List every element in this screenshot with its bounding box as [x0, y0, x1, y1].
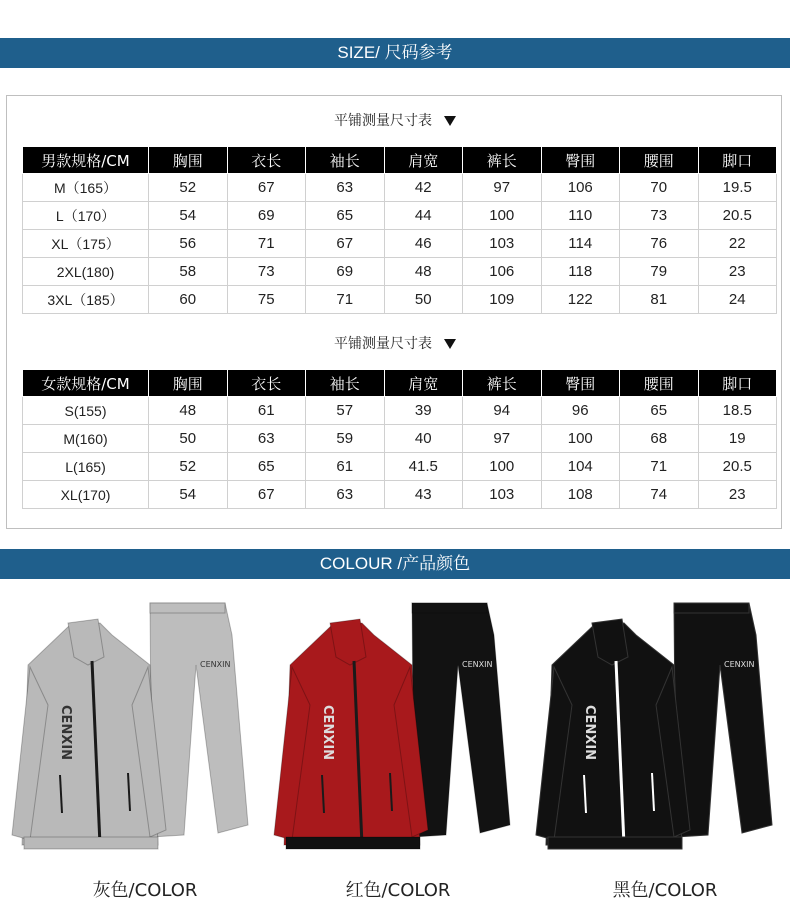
measure-cell: 103 — [463, 230, 542, 258]
measure-cell: 52 — [149, 453, 228, 481]
men-caption-text: 平铺测量尺寸表 — [334, 113, 432, 129]
measure-cell: 75 — [227, 286, 306, 314]
measure-cell: 118 — [541, 258, 620, 286]
size-cell: L(165) — [23, 453, 149, 481]
measure-cell: 40 — [384, 425, 463, 453]
size-cell: S(155) — [23, 397, 149, 425]
measure-cell: 58 — [149, 258, 228, 286]
measure-cell: 19 — [698, 425, 777, 453]
measure-cell: 20.5 — [698, 453, 777, 481]
measure-cell: 23 — [698, 258, 777, 286]
measure-cell: 67 — [306, 230, 385, 258]
triangle-down-icon — [444, 339, 456, 349]
measure-cell: 100 — [463, 453, 542, 481]
grey-color-label: 灰色/COLOR — [92, 880, 198, 901]
measure-cell: 67 — [227, 481, 306, 509]
measure-cell: 42 — [384, 174, 463, 202]
measure-cell: 71 — [620, 453, 699, 481]
measure-header: 脚口 — [698, 147, 777, 174]
women-table-caption — [0, 333, 790, 353]
measure-cell: 50 — [149, 425, 228, 453]
triangle-down-icon — [444, 116, 456, 126]
table-row — [23, 425, 777, 453]
table-row — [23, 202, 777, 230]
red-color-label: 红色/COLOR — [345, 880, 451, 901]
measure-cell: 73 — [620, 202, 699, 230]
measure-header: 臀围 — [541, 370, 620, 397]
pants-waistband — [150, 603, 225, 613]
measure-cell: 74 — [620, 481, 699, 509]
measure-cell: 65 — [227, 453, 306, 481]
measure-header: 肩宽 — [384, 147, 463, 174]
measure-cell: 71 — [306, 286, 385, 314]
pants-shape — [674, 603, 772, 837]
measure-cell: 96 — [541, 397, 620, 425]
measure-cell: 63 — [306, 174, 385, 202]
size-cell: M（165） — [23, 174, 149, 202]
measure-cell: 43 — [384, 481, 463, 509]
measure-header: 腰围 — [620, 370, 699, 397]
jacket-hem — [24, 837, 158, 849]
measure-header: 腰围 — [620, 147, 699, 174]
measure-cell: 52 — [149, 174, 228, 202]
size-cell: XL（175） — [23, 230, 149, 258]
measure-cell: 69 — [306, 258, 385, 286]
jacket-hem — [548, 837, 682, 849]
table-row — [23, 230, 777, 258]
measure-cell: 24 — [698, 286, 777, 314]
table-row — [23, 397, 777, 425]
measure-header: 衣长 — [227, 370, 306, 397]
spec-header: 女款规格/CM — [23, 370, 149, 397]
men-size-table — [22, 146, 777, 314]
measure-cell: 48 — [149, 397, 228, 425]
measure-header: 裤长 — [463, 147, 542, 174]
measure-header: 袖长 — [306, 370, 385, 397]
measure-cell: 50 — [384, 286, 463, 314]
black-tracksuit-image — [524, 595, 786, 870]
spec-header: 男款规格/CM — [23, 147, 149, 174]
measure-cell: 41.5 — [384, 453, 463, 481]
measure-header: 肩宽 — [384, 370, 463, 397]
jacket-chest-print: CENXIN — [58, 705, 73, 761]
size-cell: M(160) — [23, 425, 149, 453]
measure-cell: 103 — [463, 481, 542, 509]
measure-cell: 70 — [620, 174, 699, 202]
table-row — [23, 481, 777, 509]
measure-cell: 20.5 — [698, 202, 777, 230]
measure-cell: 57 — [306, 397, 385, 425]
measure-cell: 106 — [541, 174, 620, 202]
black-color-label: 黑色/COLOR — [612, 880, 718, 901]
table-row — [23, 258, 777, 286]
measure-cell: 19.5 — [698, 174, 777, 202]
table-row — [23, 453, 777, 481]
women-caption-text: 平铺测量尺寸表 — [334, 336, 432, 352]
measure-cell: 69 — [227, 202, 306, 230]
pants-logo: CENXIN — [200, 660, 231, 669]
measure-cell: 61 — [306, 453, 385, 481]
measure-header: 胸围 — [149, 370, 228, 397]
measure-cell: 114 — [541, 230, 620, 258]
measure-cell: 122 — [541, 286, 620, 314]
measure-header: 衣长 — [227, 147, 306, 174]
measure-cell: 100 — [463, 202, 542, 230]
measure-cell: 59 — [306, 425, 385, 453]
measure-header: 脚口 — [698, 370, 777, 397]
women-table-header-row — [23, 370, 777, 397]
size-banner — [0, 38, 790, 68]
colour-banner-title: COLOUR /产品颜色 — [319, 554, 471, 573]
pants-shape — [412, 603, 510, 837]
measure-cell: 61 — [227, 397, 306, 425]
measure-cell: 48 — [384, 258, 463, 286]
measure-cell: 97 — [463, 174, 542, 202]
measure-cell: 56 — [149, 230, 228, 258]
size-cell: 2XL(180) — [23, 258, 149, 286]
men-table-header-row — [23, 147, 777, 174]
measure-cell: 81 — [620, 286, 699, 314]
measure-cell: 60 — [149, 286, 228, 314]
measure-cell: 44 — [384, 202, 463, 230]
measure-cell: 110 — [541, 202, 620, 230]
size-banner-title: SIZE/ 尺码参考 — [337, 43, 453, 62]
measure-cell: 109 — [463, 286, 542, 314]
measure-cell: 18.5 — [698, 397, 777, 425]
table-row — [23, 174, 777, 202]
pants-shape — [150, 603, 248, 837]
size-cell: 3XL（185） — [23, 286, 149, 314]
measure-header: 胸围 — [149, 147, 228, 174]
measure-cell: 39 — [384, 397, 463, 425]
red-tracksuit-image — [262, 595, 524, 870]
measure-cell: 104 — [541, 453, 620, 481]
measure-header: 裤长 — [463, 370, 542, 397]
measure-cell: 71 — [227, 230, 306, 258]
measure-header: 袖长 — [306, 147, 385, 174]
grey-tracksuit-image — [0, 595, 262, 870]
pants-waistband — [674, 603, 749, 613]
men-table-caption — [0, 110, 790, 130]
size-cell: XL(170) — [23, 481, 149, 509]
measure-cell: 46 — [384, 230, 463, 258]
measure-cell: 68 — [620, 425, 699, 453]
measure-cell: 54 — [149, 202, 228, 230]
jacket-hem — [286, 837, 420, 849]
measure-cell: 100 — [541, 425, 620, 453]
measure-cell: 73 — [227, 258, 306, 286]
size-cell: L（170） — [23, 202, 149, 230]
measure-cell: 94 — [463, 397, 542, 425]
measure-cell: 108 — [541, 481, 620, 509]
measure-cell: 106 — [463, 258, 542, 286]
measure-cell: 97 — [463, 425, 542, 453]
measure-cell: 79 — [620, 258, 699, 286]
pants-logo: CENXIN — [462, 660, 493, 669]
measure-cell: 65 — [306, 202, 385, 230]
jacket-chest-print: CENXIN — [582, 705, 597, 761]
measure-cell: 65 — [620, 397, 699, 425]
measure-cell: 67 — [227, 174, 306, 202]
jacket-chest-print: CENXIN — [320, 705, 335, 761]
measure-cell: 63 — [227, 425, 306, 453]
measure-header: 臀围 — [541, 147, 620, 174]
colour-banner — [0, 549, 790, 579]
table-row — [23, 286, 777, 314]
measure-cell: 76 — [620, 230, 699, 258]
measure-cell: 23 — [698, 481, 777, 509]
pants-waistband — [412, 603, 487, 613]
women-size-table — [22, 369, 777, 509]
measure-cell: 63 — [306, 481, 385, 509]
pants-logo: CENXIN — [724, 660, 755, 669]
measure-cell: 22 — [698, 230, 777, 258]
measure-cell: 54 — [149, 481, 228, 509]
